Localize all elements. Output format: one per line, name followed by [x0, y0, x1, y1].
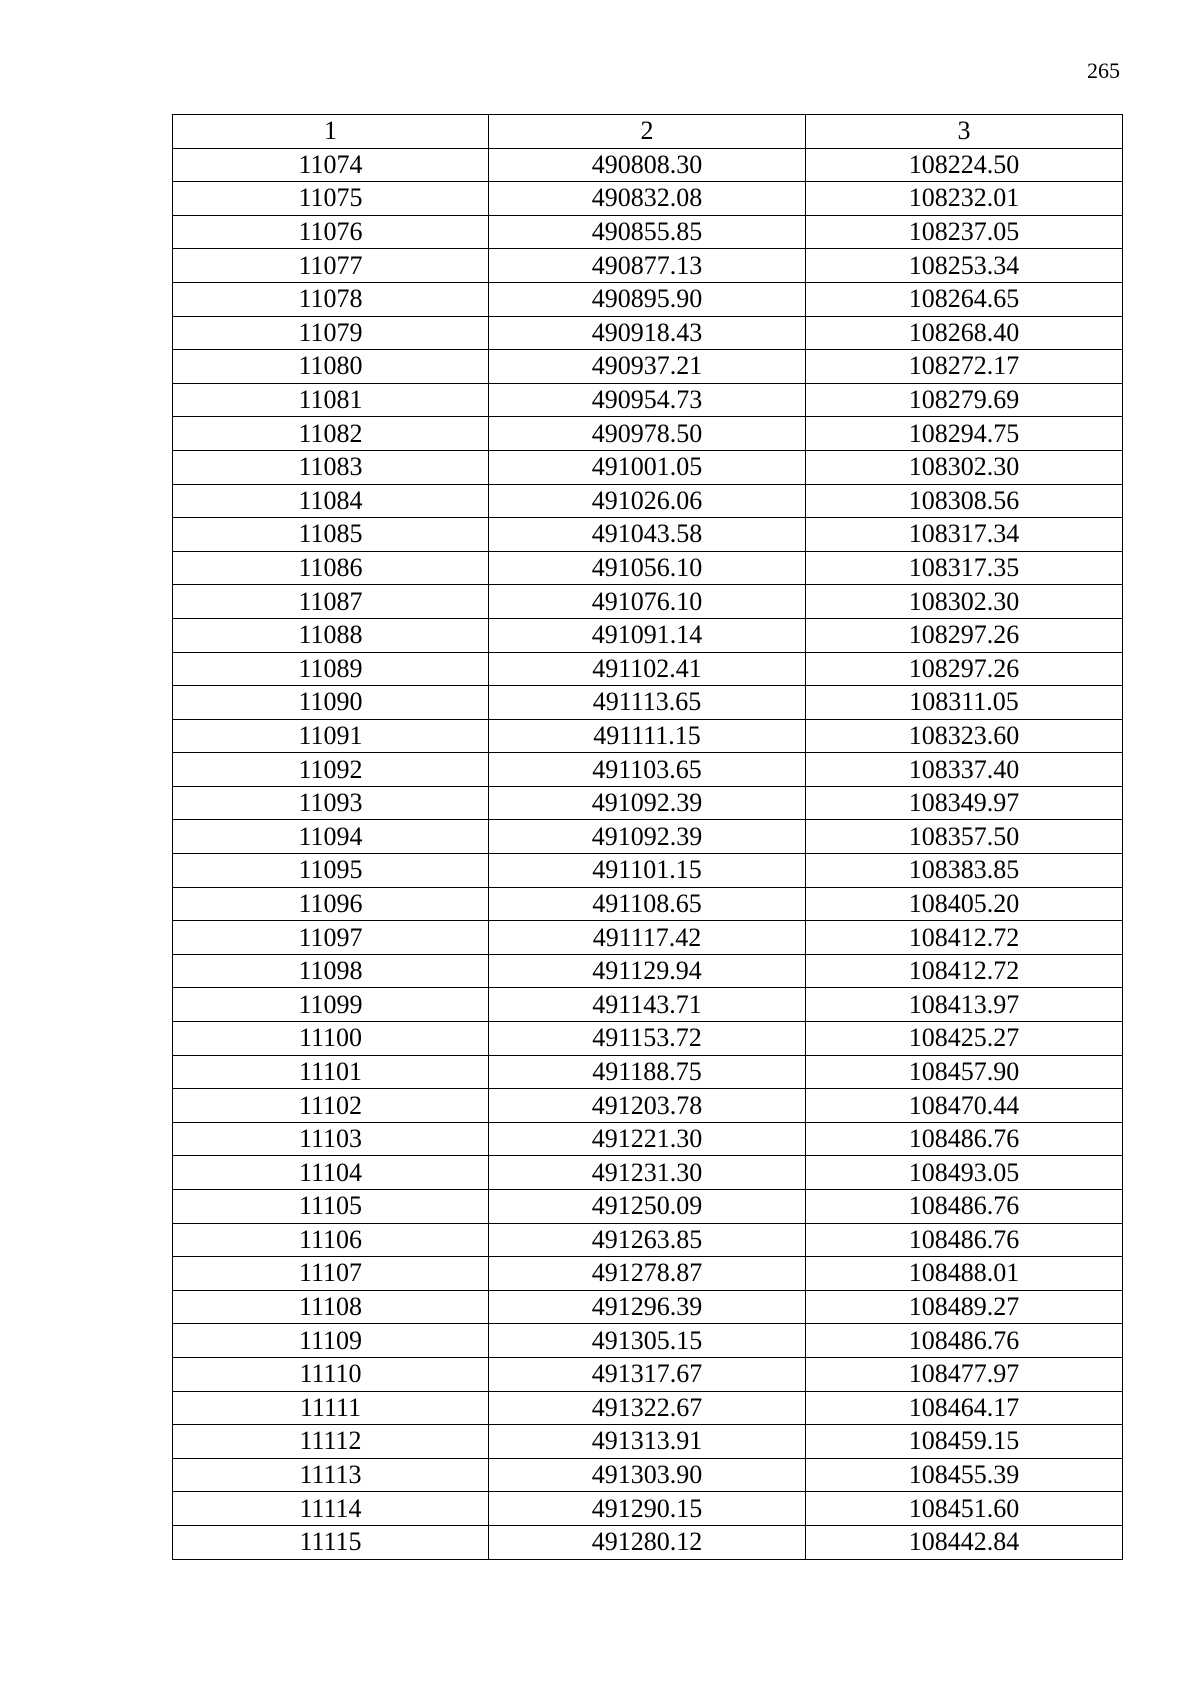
- y-coordinate-cell: 108302.30: [806, 585, 1123, 619]
- x-coordinate-cell: 491322.67: [489, 1391, 806, 1425]
- table-row: [173, 820, 1123, 854]
- x-coordinate-cell: 491001.05: [489, 450, 806, 484]
- x-coordinate-cell: 490918.43: [489, 316, 806, 350]
- point-number-cell: 11113: [173, 1458, 489, 1492]
- point-number-cell: 11095: [173, 854, 489, 888]
- x-coordinate-cell: 491231.30: [489, 1156, 806, 1190]
- point-number-cell: 11110: [173, 1357, 489, 1391]
- point-number-cell: 11077: [173, 249, 489, 283]
- x-coordinate-cell: 491153.72: [489, 1022, 806, 1056]
- point-number-cell: 11105: [173, 1190, 489, 1224]
- y-coordinate-cell: 108413.97: [806, 988, 1123, 1022]
- point-number-cell: 11075: [173, 182, 489, 216]
- y-coordinate-cell: 108486.76: [806, 1190, 1123, 1224]
- table-row: [173, 1525, 1123, 1559]
- point-number-cell: 11104: [173, 1156, 489, 1190]
- x-coordinate-cell: 491043.58: [489, 518, 806, 552]
- x-coordinate-cell: 490937.21: [489, 350, 806, 384]
- table-row: [173, 316, 1123, 350]
- table-row: [173, 1458, 1123, 1492]
- table-row: [173, 1290, 1123, 1324]
- y-coordinate-cell: 108224.50: [806, 148, 1123, 182]
- table-row: [173, 282, 1123, 316]
- point-number-cell: 11094: [173, 820, 489, 854]
- y-coordinate-cell: 108237.05: [806, 215, 1123, 249]
- x-coordinate-cell: 491221.30: [489, 1122, 806, 1156]
- point-number-cell: 11101: [173, 1055, 489, 1089]
- table-row: [173, 1324, 1123, 1358]
- x-coordinate-cell: 491305.15: [489, 1324, 806, 1358]
- x-coordinate-cell: 491111.15: [489, 719, 806, 753]
- point-number-cell: 11089: [173, 652, 489, 686]
- point-number-cell: 11112: [173, 1425, 489, 1459]
- table-row: [173, 383, 1123, 417]
- point-number-cell: 11108: [173, 1290, 489, 1324]
- point-number-cell: 11093: [173, 786, 489, 820]
- y-coordinate-cell: 108232.01: [806, 182, 1123, 216]
- table-row: [173, 182, 1123, 216]
- y-coordinate-cell: 108308.56: [806, 484, 1123, 518]
- y-coordinate-cell: 108442.84: [806, 1525, 1123, 1559]
- y-coordinate-cell: 108489.27: [806, 1290, 1123, 1324]
- table-row: [173, 249, 1123, 283]
- y-coordinate-cell: 108488.01: [806, 1257, 1123, 1291]
- x-coordinate-cell: 491091.14: [489, 618, 806, 652]
- x-coordinate-cell: 491188.75: [489, 1055, 806, 1089]
- point-number-cell: 11096: [173, 887, 489, 921]
- x-coordinate-cell: 491290.15: [489, 1492, 806, 1526]
- table-row: [173, 719, 1123, 753]
- point-number-cell: 11107: [173, 1257, 489, 1291]
- y-coordinate-cell: 108311.05: [806, 686, 1123, 720]
- table-row: [173, 686, 1123, 720]
- table-row: [173, 585, 1123, 619]
- point-number-cell: 11111: [173, 1391, 489, 1425]
- point-number-cell: 11097: [173, 921, 489, 955]
- y-coordinate-cell: 108349.97: [806, 786, 1123, 820]
- table-row: [173, 450, 1123, 484]
- table-row: [173, 1391, 1123, 1425]
- x-coordinate-cell: 490877.13: [489, 249, 806, 283]
- coordinates-table: [172, 114, 1123, 1560]
- point-number-cell: 11082: [173, 417, 489, 451]
- table-row: [173, 854, 1123, 888]
- y-coordinate-cell: 108264.65: [806, 282, 1123, 316]
- x-coordinate-cell: 491263.85: [489, 1223, 806, 1257]
- y-coordinate-cell: 108279.69: [806, 383, 1123, 417]
- point-number-cell: 11091: [173, 719, 489, 753]
- point-number-cell: 11109: [173, 1324, 489, 1358]
- point-number-cell: 11074: [173, 148, 489, 182]
- point-number-cell: 11100: [173, 1022, 489, 1056]
- y-coordinate-cell: 108302.30: [806, 450, 1123, 484]
- table-row: [173, 1257, 1123, 1291]
- y-coordinate-cell: 108323.60: [806, 719, 1123, 753]
- point-number-cell: 11080: [173, 350, 489, 384]
- table-row: [173, 148, 1123, 182]
- y-coordinate-cell: 108317.34: [806, 518, 1123, 552]
- x-coordinate-cell: 491101.15: [489, 854, 806, 888]
- point-number-cell: 11084: [173, 484, 489, 518]
- point-number-cell: 11085: [173, 518, 489, 552]
- y-coordinate-cell: 108425.27: [806, 1022, 1123, 1056]
- column-header: 3: [806, 115, 1123, 149]
- point-number-cell: 11102: [173, 1089, 489, 1123]
- x-coordinate-cell: 490978.50: [489, 417, 806, 451]
- table-row: [173, 350, 1123, 384]
- x-coordinate-cell: 491102.41: [489, 652, 806, 686]
- point-number-cell: 11099: [173, 988, 489, 1022]
- table-row: [173, 1022, 1123, 1056]
- y-coordinate-cell: 108459.15: [806, 1425, 1123, 1459]
- y-coordinate-cell: 108405.20: [806, 887, 1123, 921]
- table-row: [173, 1425, 1123, 1459]
- y-coordinate-cell: 108457.90: [806, 1055, 1123, 1089]
- point-number-cell: 11092: [173, 753, 489, 787]
- y-coordinate-cell: 108337.40: [806, 753, 1123, 787]
- table-row: [173, 551, 1123, 585]
- x-coordinate-cell: 491203.78: [489, 1089, 806, 1123]
- table-row: [173, 215, 1123, 249]
- column-header: 2: [489, 115, 806, 149]
- y-coordinate-cell: 108383.85: [806, 854, 1123, 888]
- x-coordinate-cell: 491117.42: [489, 921, 806, 955]
- table-row: [173, 484, 1123, 518]
- y-coordinate-cell: 108268.40: [806, 316, 1123, 350]
- y-coordinate-cell: 108297.26: [806, 652, 1123, 686]
- x-coordinate-cell: 491278.87: [489, 1257, 806, 1291]
- table-row: [173, 652, 1123, 686]
- x-coordinate-cell: 490808.30: [489, 148, 806, 182]
- x-coordinate-cell: 491143.71: [489, 988, 806, 1022]
- y-coordinate-cell: 108412.72: [806, 921, 1123, 955]
- y-coordinate-cell: 108294.75: [806, 417, 1123, 451]
- y-coordinate-cell: 108412.72: [806, 954, 1123, 988]
- y-coordinate-cell: 108486.76: [806, 1122, 1123, 1156]
- point-number-cell: 11115: [173, 1525, 489, 1559]
- table-row: [173, 1156, 1123, 1190]
- x-coordinate-cell: 490954.73: [489, 383, 806, 417]
- table-row: [173, 417, 1123, 451]
- x-coordinate-cell: 491092.39: [489, 786, 806, 820]
- table-row: [173, 1190, 1123, 1224]
- y-coordinate-cell: 108486.76: [806, 1223, 1123, 1257]
- table-row: [173, 1492, 1123, 1526]
- x-coordinate-cell: 491303.90: [489, 1458, 806, 1492]
- y-coordinate-cell: 108451.60: [806, 1492, 1123, 1526]
- y-coordinate-cell: 108253.34: [806, 249, 1123, 283]
- y-coordinate-cell: 108455.39: [806, 1458, 1123, 1492]
- point-number-cell: 11083: [173, 450, 489, 484]
- table-row: [173, 1122, 1123, 1156]
- y-coordinate-cell: 108297.26: [806, 618, 1123, 652]
- x-coordinate-cell: 491103.65: [489, 753, 806, 787]
- x-coordinate-cell: 491076.10: [489, 585, 806, 619]
- x-coordinate-cell: 490895.90: [489, 282, 806, 316]
- x-coordinate-cell: 491113.65: [489, 686, 806, 720]
- y-coordinate-cell: 108317.35: [806, 551, 1123, 585]
- point-number-cell: 11078: [173, 282, 489, 316]
- table-row: [173, 1357, 1123, 1391]
- table-row: [173, 921, 1123, 955]
- table-body: [173, 148, 1123, 1559]
- x-coordinate-cell: 490855.85: [489, 215, 806, 249]
- point-number-cell: 11086: [173, 551, 489, 585]
- y-coordinate-cell: 108272.17: [806, 350, 1123, 384]
- table-row: [173, 786, 1123, 820]
- x-coordinate-cell: 491280.12: [489, 1525, 806, 1559]
- table-row: [173, 618, 1123, 652]
- y-coordinate-cell: 108464.17: [806, 1391, 1123, 1425]
- y-coordinate-cell: 108486.76: [806, 1324, 1123, 1358]
- point-number-cell: 11076: [173, 215, 489, 249]
- point-number-cell: 11098: [173, 954, 489, 988]
- point-number-cell: 11088: [173, 618, 489, 652]
- table-row: [173, 518, 1123, 552]
- table-row: [173, 753, 1123, 787]
- x-coordinate-cell: 491317.67: [489, 1357, 806, 1391]
- y-coordinate-cell: 108470.44: [806, 1089, 1123, 1123]
- table-row: [173, 1223, 1123, 1257]
- x-coordinate-cell: 491056.10: [489, 551, 806, 585]
- point-number-cell: 11090: [173, 686, 489, 720]
- point-number-cell: 11081: [173, 383, 489, 417]
- x-coordinate-cell: 491108.65: [489, 887, 806, 921]
- x-coordinate-cell: 491250.09: [489, 1190, 806, 1224]
- table-row: [173, 1089, 1123, 1123]
- x-coordinate-cell: 491313.91: [489, 1425, 806, 1459]
- table-header-row: [173, 115, 1123, 149]
- column-header: 1: [173, 115, 489, 149]
- table-row: [173, 954, 1123, 988]
- y-coordinate-cell: 108357.50: [806, 820, 1123, 854]
- page-number: 265: [1087, 58, 1120, 83]
- y-coordinate-cell: 108493.05: [806, 1156, 1123, 1190]
- x-coordinate-cell: 491092.39: [489, 820, 806, 854]
- table-row: [173, 1055, 1123, 1089]
- point-number-cell: 11114: [173, 1492, 489, 1526]
- y-coordinate-cell: 108477.97: [806, 1357, 1123, 1391]
- point-number-cell: 11106: [173, 1223, 489, 1257]
- x-coordinate-cell: 491026.06: [489, 484, 806, 518]
- point-number-cell: 11103: [173, 1122, 489, 1156]
- table-row: [173, 988, 1123, 1022]
- x-coordinate-cell: 490832.08: [489, 182, 806, 216]
- x-coordinate-cell: 491129.94: [489, 954, 806, 988]
- point-number-cell: 11079: [173, 316, 489, 350]
- table-row: [173, 887, 1123, 921]
- x-coordinate-cell: 491296.39: [489, 1290, 806, 1324]
- point-number-cell: 11087: [173, 585, 489, 619]
